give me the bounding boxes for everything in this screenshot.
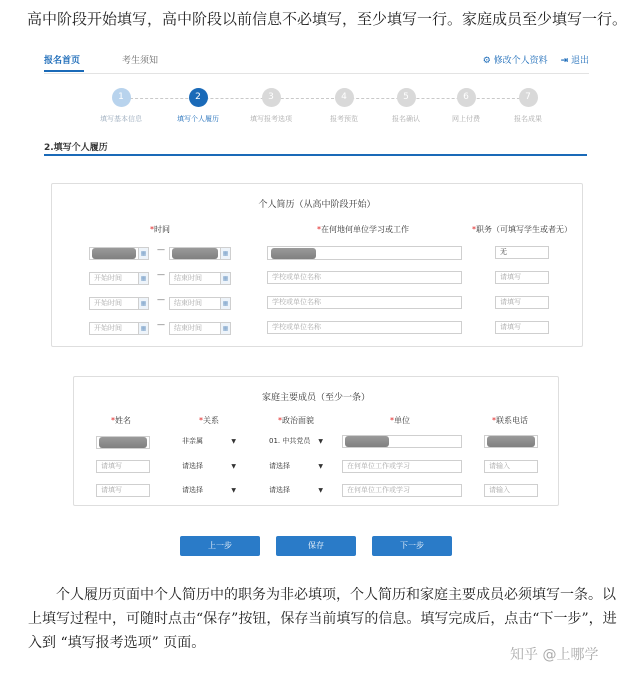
resume-title: 个人简历（从高中阶段开始） bbox=[258, 200, 376, 210]
range-dash: — bbox=[157, 245, 165, 254]
duty-input[interactable]: 请填写 bbox=[495, 271, 549, 284]
start-time-input[interactable]: 开始时间 ▦ bbox=[89, 322, 149, 335]
step-label: 报名成果 bbox=[514, 115, 542, 123]
step-circle: 4 bbox=[335, 88, 354, 107]
intro-text: 高中阶段开始填写，高中阶段以前信息不必填写，至少填写一行。家庭成员至少填写一行。 bbox=[27, 10, 628, 28]
unit-input[interactable] bbox=[342, 435, 462, 448]
resume-panel bbox=[51, 183, 583, 347]
blurred-value bbox=[487, 436, 535, 447]
place-input[interactable]: 学校或单位名称 bbox=[267, 296, 462, 309]
unit-input[interactable]: 在何单位工作或学习 bbox=[342, 484, 462, 497]
end-time-input[interactable]: 结束时间 ▦ bbox=[169, 322, 231, 335]
step-1 bbox=[91, 88, 151, 124]
chevron-down-icon: ▼ bbox=[318, 487, 323, 494]
calendar-icon[interactable]: ▦ bbox=[138, 273, 148, 284]
politics-select[interactable]: 01. 中共党员 ▼ bbox=[269, 435, 323, 448]
calendar-icon[interactable]: ▦ bbox=[220, 298, 230, 309]
step-circle: 1 bbox=[112, 88, 131, 107]
step-circle: 7 bbox=[519, 88, 538, 107]
blurred-value bbox=[172, 248, 218, 259]
prev-button[interactable]: 上一步 bbox=[180, 536, 260, 556]
start-time-input[interactable]: 开始时间 ▦ bbox=[89, 297, 149, 310]
phone-input[interactable]: 请输入 bbox=[484, 460, 538, 473]
name-input[interactable] bbox=[96, 436, 150, 449]
logout-link[interactable] bbox=[561, 56, 589, 66]
section-underline bbox=[44, 154, 587, 156]
step-label: 填写个人履历 bbox=[177, 115, 219, 123]
politics-select[interactable]: 请选择 ▼ bbox=[269, 460, 323, 473]
calendar-icon[interactable]: ▦ bbox=[220, 323, 230, 334]
section-title: 2.填写个人履历 bbox=[44, 143, 108, 153]
step-circle: 3 bbox=[262, 88, 281, 107]
col-place: *在何地何单位学习或工作 bbox=[317, 225, 409, 234]
step-6 bbox=[436, 88, 496, 124]
step-label: 填写基本信息 bbox=[100, 115, 142, 123]
duty-input[interactable]: 无 bbox=[495, 246, 549, 259]
relation-select[interactable]: 请选择 ▼ bbox=[182, 484, 236, 497]
step-circle: 6 bbox=[457, 88, 476, 107]
range-dash: — bbox=[157, 270, 165, 279]
step-7 bbox=[498, 88, 558, 124]
progress-stepper bbox=[60, 88, 580, 128]
step-label: 报考预览 bbox=[330, 115, 358, 123]
step-circle: 2 bbox=[189, 88, 208, 107]
col-politics: *政治面貌 bbox=[278, 416, 314, 425]
relation-select[interactable]: 请选择 ▼ bbox=[182, 460, 236, 473]
col-relation: *关系 bbox=[199, 416, 219, 425]
nav-divider bbox=[44, 73, 589, 74]
end-time-input[interactable] bbox=[169, 247, 231, 260]
step-3 bbox=[241, 88, 301, 124]
next-button[interactable]: 下一步 bbox=[372, 536, 452, 556]
logout-label: 退出 bbox=[570, 56, 589, 66]
watermark: 知乎 @上哪学 bbox=[510, 647, 599, 663]
chevron-down-icon: ▼ bbox=[231, 487, 236, 494]
calendar-icon[interactable]: ▦ bbox=[220, 273, 230, 284]
family-panel bbox=[73, 376, 559, 506]
step-4 bbox=[314, 88, 374, 124]
col-duty: *职务（可填写学生或者无） bbox=[472, 225, 572, 234]
chevron-down-icon: ▼ bbox=[318, 438, 323, 445]
blurred-value bbox=[271, 248, 316, 259]
range-dash: — bbox=[157, 295, 165, 304]
col-unit: *单位 bbox=[390, 416, 410, 425]
active-tab-indicator bbox=[44, 70, 84, 72]
top-nav bbox=[44, 48, 589, 72]
col-time: *时间 bbox=[150, 225, 170, 234]
politics-select[interactable]: 请选择 ▼ bbox=[269, 484, 323, 497]
step-label: 网上付费 bbox=[452, 115, 480, 123]
blurred-value bbox=[99, 437, 147, 448]
step-5 bbox=[376, 88, 436, 124]
step-label: 填写报考选项 bbox=[250, 115, 292, 123]
edit-profile-link[interactable] bbox=[483, 56, 548, 66]
place-input[interactable] bbox=[267, 246, 462, 260]
calendar-icon[interactable]: ▦ bbox=[138, 248, 148, 259]
tab-home[interactable]: 报名首页 bbox=[44, 56, 81, 66]
place-input[interactable]: 学校或单位名称 bbox=[267, 321, 462, 334]
unit-input[interactable]: 在何单位工作或学习 bbox=[342, 460, 462, 473]
start-time-input[interactable] bbox=[89, 247, 149, 260]
phone-input[interactable] bbox=[484, 435, 538, 448]
nav-actions bbox=[473, 53, 589, 66]
blurred-value bbox=[345, 436, 389, 447]
calendar-icon[interactable]: ▦ bbox=[220, 248, 230, 259]
duty-input[interactable]: 请填写 bbox=[495, 296, 549, 309]
edit-profile-label: 修改个人资料 bbox=[493, 56, 548, 66]
blurred-value bbox=[92, 248, 136, 259]
range-dash: — bbox=[157, 320, 165, 329]
end-time-input[interactable]: 结束时间 ▦ bbox=[169, 272, 231, 285]
step-2 bbox=[168, 88, 228, 124]
save-button[interactable]: 保存 bbox=[276, 536, 356, 556]
chevron-down-icon: ▼ bbox=[231, 438, 236, 445]
calendar-icon[interactable]: ▦ bbox=[138, 323, 148, 334]
col-phone: *联系电话 bbox=[492, 416, 528, 425]
step-circle: 5 bbox=[397, 88, 416, 107]
family-title: 家庭主要成员（至少一条） bbox=[261, 393, 370, 403]
phone-input[interactable]: 请输入 bbox=[484, 484, 538, 497]
chevron-down-icon: ▼ bbox=[318, 463, 323, 470]
place-input[interactable]: 学校或单位名称 bbox=[267, 271, 462, 284]
name-input[interactable]: 请填写 bbox=[96, 460, 150, 473]
calendar-icon[interactable]: ▦ bbox=[138, 298, 148, 309]
start-time-input[interactable]: 开始时间 ▦ bbox=[89, 272, 149, 285]
end-time-input[interactable]: 结束时间 ▦ bbox=[169, 297, 231, 310]
duty-input[interactable]: 请填写 bbox=[495, 321, 549, 334]
logout-icon: ⇥ bbox=[560, 56, 569, 66]
relation-select[interactable]: 非亲属 ▼ bbox=[182, 435, 236, 448]
body-text: 个人履历页面中个人简历中的职务为非必填项，个人简历和家庭主要成员必须填写一条。以上填写过程中，可随时点击“保存”按钮，保存当前填写的信息。填写完成后，点击“下一步”，进入到 “填写报考选项” 页面。 bbox=[28, 587, 617, 651]
tab-notice[interactable]: 考生须知 bbox=[122, 56, 159, 66]
name-input[interactable]: 请填写 bbox=[96, 484, 150, 497]
col-name: *姓名 bbox=[111, 416, 131, 425]
gear-icon: ⚙ bbox=[482, 56, 491, 66]
chevron-down-icon: ▼ bbox=[231, 463, 236, 470]
step-label: 报名确认 bbox=[392, 115, 420, 123]
